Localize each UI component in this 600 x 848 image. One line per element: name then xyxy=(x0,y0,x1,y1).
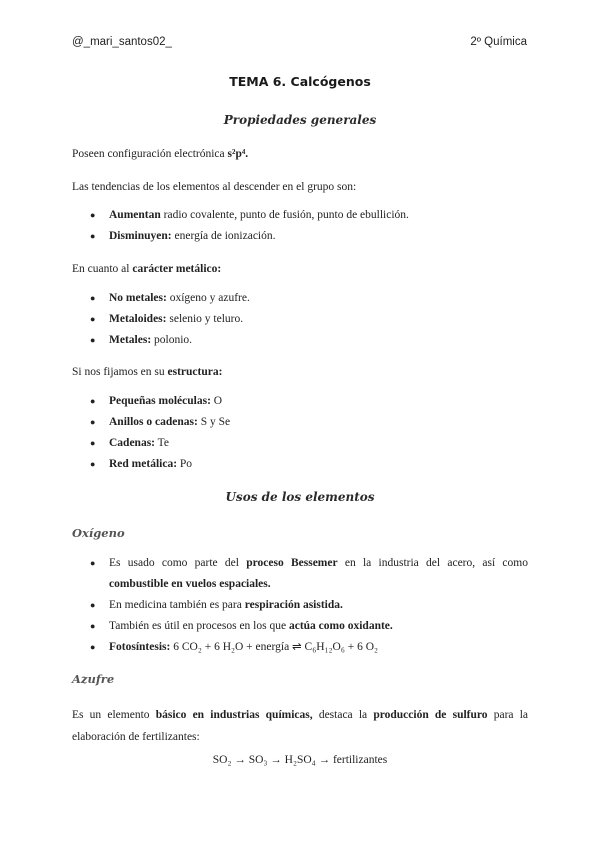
sulfur-equation: SO₂ → SO₃ → H₂SO₄ → fertilizantes xyxy=(212,754,388,766)
list-item-text: selenio y teluro. xyxy=(166,313,244,325)
bullet-icon: ● xyxy=(90,210,96,220)
list-item-text: O xyxy=(210,395,223,407)
estructura-intro xyxy=(72,364,528,380)
estructura-prefix: Si nos fijamos en su xyxy=(72,366,168,378)
list-item-label: Pequeñas moléculas: xyxy=(109,395,211,407)
list-item-label: Red metálica: xyxy=(109,458,178,470)
list-item-label: Metales: xyxy=(109,334,152,346)
subtitle-usos: Usos de los elementos xyxy=(225,490,375,504)
bullet-icon: ● xyxy=(90,438,96,448)
bullet-icon: ● xyxy=(90,293,96,303)
list-item-label: Anillos o cadenas: xyxy=(109,416,198,428)
list-item-label: Cadenas: xyxy=(109,437,156,449)
bullet-icon: ● xyxy=(90,642,96,652)
bullet-icon: ● xyxy=(90,335,96,345)
bullet-icon: ● xyxy=(90,459,96,469)
list-item-text: Te xyxy=(155,437,170,449)
list-item-text: energía de ionización. xyxy=(171,230,276,242)
oxigeno-item1-line1: Es usado como parte del proceso Bessemer en la industria del acero, así como xyxy=(109,557,528,569)
list-item-text: radio covalente, punto de fusión, punto de ebullición. xyxy=(160,209,409,221)
caracter-bold: carácter metálico: xyxy=(132,263,222,275)
oxigeno-item1-line2: combustible en vuelos espaciales. xyxy=(109,578,271,590)
photosynthesis-equation: 6 CO₂ + 6 H₂O + energía ⇌ C₆H₁₂O₆ + 6 O₂ xyxy=(173,641,379,653)
bullet-icon: ● xyxy=(90,396,96,406)
azufre-paragraph: Es un elemento básico en industrias químicas, destaca la producción de sulfuro para la elaboración de fertilizantes: xyxy=(72,704,528,748)
list-item-text: polonio. xyxy=(151,334,193,346)
caracter-intro xyxy=(72,261,528,277)
bullet-icon: ● xyxy=(90,558,96,568)
list-item-text: S y Se xyxy=(197,416,231,428)
config-prefix: Poseen configuración electrónica xyxy=(72,148,228,160)
page-title: TEMA 6. Calcógenos xyxy=(229,74,371,89)
list-item-label: Aumentan xyxy=(109,209,161,221)
list-item-text: oxígeno y azufre. xyxy=(166,292,250,304)
list-item-label: Fotosíntesis: xyxy=(109,641,171,653)
bullet-icon: ● xyxy=(90,621,96,631)
list-item-label: Disminuyen: xyxy=(109,230,172,242)
azufre-line2: elaboración de fertilizantes: xyxy=(72,731,200,743)
tendencias-intro: Las tendencias de los elementos al descender en el grupo son: xyxy=(72,181,357,193)
caracter-prefix: En cuanto al xyxy=(72,263,133,275)
header-username: @_mari_santos02_ xyxy=(72,36,172,48)
list-item-label: Metaloides: xyxy=(109,313,167,325)
section-heading-oxigeno: Oxígeno xyxy=(72,526,125,540)
list-item-label: No metales: xyxy=(109,292,167,304)
header-course: 2º Química xyxy=(470,36,527,48)
estructura-bold: estructura: xyxy=(167,366,223,378)
subtitle-propiedades: Propiedades generales xyxy=(223,113,377,127)
bullet-icon: ● xyxy=(90,600,96,610)
bullet-icon: ● xyxy=(90,417,96,427)
config-paragraph xyxy=(72,146,528,162)
section-heading-azufre: Azufre xyxy=(72,672,115,686)
config-formula: s²p⁴. xyxy=(227,148,249,160)
list-item-text: Po xyxy=(177,458,193,470)
bullet-icon: ● xyxy=(90,314,96,324)
bullet-icon: ● xyxy=(90,231,96,241)
